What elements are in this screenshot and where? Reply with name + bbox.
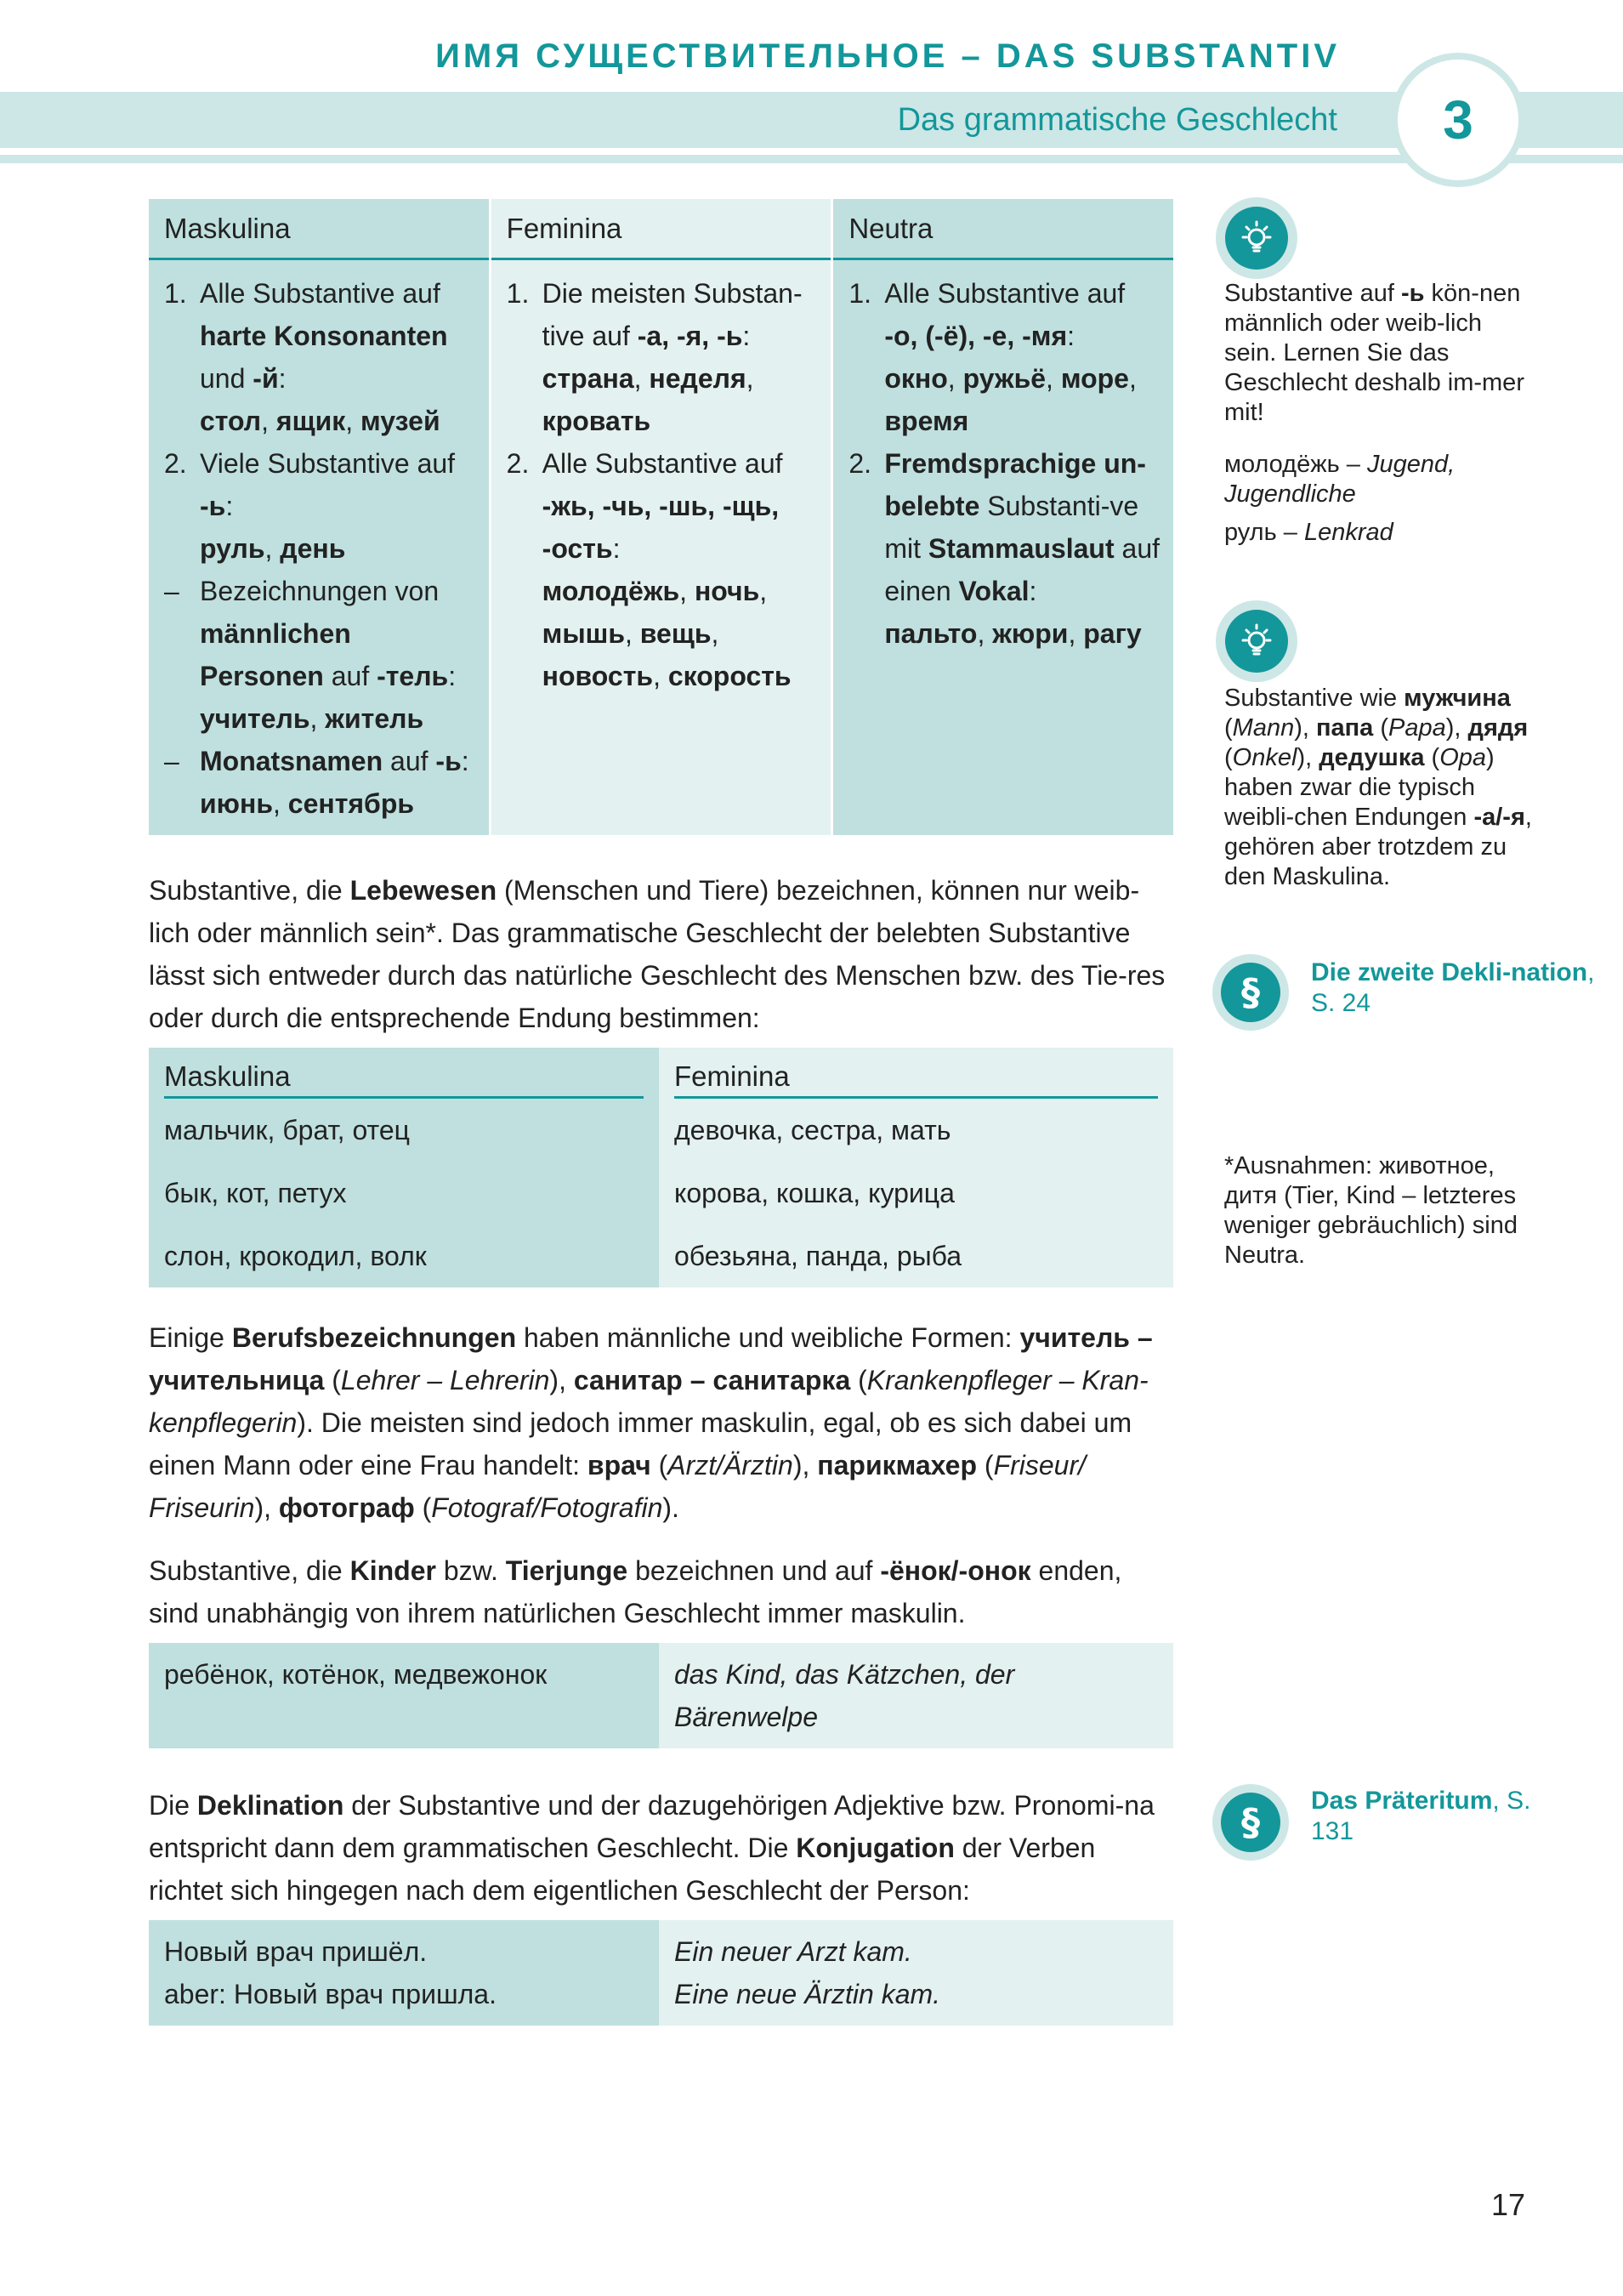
footnote-text: *Ausnahmen: животное, дитя (Tier, Kind – letzteres weniger gebräuchlich) sind Neutra. <box>1224 1152 1518 1269</box>
conj-ru-line2: aber: Новый врач пришла. <box>164 1979 497 2009</box>
table-cell: девочка, сестра, мать <box>674 1114 951 1145</box>
column-body: 1. Alle Substantive auf harte Konsonanten und -й: стол, ящик, музей 2. Viele Substantive auf -ь: руль, день – Bezeichnungen von männlichen Personen auf -тель: учитель, житель – Monatsnamen auf -ь: июнь, сентябрь <box>149 260 489 835</box>
example-de: Lenkrad <box>1303 519 1393 546</box>
conj-de-line1: Ein neuer Arzt kam. <box>674 1936 912 1967</box>
lightbulb-icon <box>1216 197 1297 279</box>
column-feminina <box>491 199 834 835</box>
tip-text-bold: -ь <box>1400 280 1425 307</box>
page-title: ИМЯ СУЩЕСТВИТЕЛЬНОЕ – DAS SUBSTANTIV <box>435 37 1340 75</box>
table-header: Feminina <box>674 1048 1158 1099</box>
column-header: Maskulina <box>149 199 489 260</box>
reference-title: Das Präteritum <box>1311 1787 1493 1815</box>
paragraph-children: Substantive, die Kinder bzw. Tierjunge bezeichnen und auf -ёнок/-онок enden, sind unabhängig von ihrem natürlichen Geschlecht immer maskulin. <box>149 1555 1122 1628</box>
example-ru: руль <box>1224 519 1277 546</box>
example-ru: молодёжь <box>1224 451 1340 478</box>
paragraph-declination: Die Deklination der Substantive und der dazugehörigen Adjektive bzw. Pronomi-na entspricht dann dem grammatischen Geschlecht. Die Konjugation der Verben richtet sich hingegen nach dem eigentlichen Geschlecht der Person: <box>149 1790 1155 1906</box>
tip-text: Substantive auf <box>1224 280 1401 307</box>
table-cell-ru <box>149 1643 659 1748</box>
column-header: Feminina <box>491 199 831 260</box>
conjugation-table <box>149 1920 1173 2026</box>
table-cell: мальчик, брат, отец <box>164 1114 410 1145</box>
header-rule <box>0 155 1623 163</box>
header-band <box>0 92 1623 148</box>
sidebar-tip-soft-sign: Substantive auf -ь kön-nen männlich oder weib-lich sein. Lernen Sie das Geschlecht deshalb im-mer mit! молодёжь – Jugend, Jugendliche руль – Lenkrad <box>1224 280 1524 546</box>
table-cell: корова, кошка, курица <box>674 1177 955 1208</box>
animate-col-feminina <box>659 1048 1173 1287</box>
tip-text: kön-nen männlich oder weib-lich sein. Lernen Sie das Geschlecht deshalb im-mer mit! <box>1224 280 1524 426</box>
table-header: Maskulina <box>164 1048 644 1099</box>
column-maskulina <box>149 199 491 835</box>
column-body: 1. Alle Substantive auf -о, (-ё), -е, -мя: окно, ружьё, море, время 2. Fremdsprachige un-belebte Substanti-ve mit Stammauslaut auf einen Vokal: пальто, жюри, рагу <box>833 260 1173 835</box>
reference-declination[interactable] <box>1311 958 1623 1019</box>
children-de-line2: Bärenwelpe <box>674 1702 818 1732</box>
chapter-number: 3 <box>1443 89 1473 151</box>
reference-page: , S. 131 <box>1311 1787 1531 1845</box>
animate-col-maskulina <box>149 1048 659 1287</box>
conj-de-line2: Eine neue Ärztin kam. <box>674 1979 941 2009</box>
table-cell-de <box>659 1643 1173 1748</box>
paragraph-icon: § <box>1212 954 1289 1031</box>
lightbulb-icon <box>1216 600 1297 682</box>
table-cell: бык, кот, петух <box>164 1177 347 1208</box>
paragraph-animate: Substantive, die Lebewesen (Menschen und Tiere) bezeichnen, können nur weib-lich oder männlich sein*. Das grammatische Geschlecht der belebten Substantive lässt sich entweder durch das natürliche Geschlecht des Menschen bzw. des Tie-res oder durch die entsprechende Endung bestimmen: <box>149 875 1166 1033</box>
animate-table <box>149 1048 1173 1287</box>
conj-ru-line1: Новый врач пришёл. <box>164 1936 428 1967</box>
reference-title: Die zweite Dekli-nation <box>1311 958 1588 986</box>
paragraph-icon: § <box>1212 1784 1289 1861</box>
page-subtitle: Das grammatische Geschlecht <box>897 102 1337 138</box>
children-ru: ребёнок, котёнок, медвежонок <box>164 1659 548 1690</box>
table-cell-de <box>659 1920 1173 2026</box>
table-cell: слон, крокодил, волк <box>164 1240 427 1271</box>
example-de: Jugend, Jugendliche <box>1224 451 1456 508</box>
children-de-line1: das Kind, das Kätzchen, der <box>674 1659 1015 1690</box>
table-cell: обезьяна, панда, рыба <box>674 1240 962 1271</box>
footnote <box>1224 1151 1539 1270</box>
paragraph-professions: Einige Berufsbezeichnungen haben männliche und weibliche Formen: учитель – учительница (Lehrer – Lehrerin), санитар – санитарка (Krankenpfleger – Kran-kenpflegerin). Die meisten sind jedoch immer maskulin, egal, ob es sich dabei um einen Mann oder eine Frau handelt: врач (Arzt/Ärztin), парикмахер (Friseur/ Friseurin), фотограф (Fotograf/Fotografin). <box>149 1322 1153 1523</box>
column-header: Neutra <box>833 199 1173 260</box>
page-number: 17 <box>1491 2187 1526 2222</box>
reference-preterite[interactable] <box>1311 1786 1532 1847</box>
children-table <box>149 1643 1173 1748</box>
column-body: 1. Die meisten Substan-tive auf -а, -я, -ь: страна, неделя, кровать 2. Alle Substantive auf -жь, -чь, -шь, -щь, -ость: молодёжь, ночь, мышь, вещь, новость, скорость <box>491 260 831 835</box>
sidebar-tip-masculine-a: Substantive wie мужчина (Mann), папа (Papa), дядя (Onkel), дедушка (Opa) haben zwar die typisch weibli-chen Endungen -а/-я, gehören aber trotzdem zu den Maskulina. <box>1224 685 1532 890</box>
gender-table <box>149 199 1173 835</box>
column-neutra <box>833 199 1173 835</box>
table-cell-ru <box>149 1920 659 2026</box>
reference-page: , S. 24 <box>1311 958 1595 1017</box>
chapter-badge <box>1391 53 1525 187</box>
